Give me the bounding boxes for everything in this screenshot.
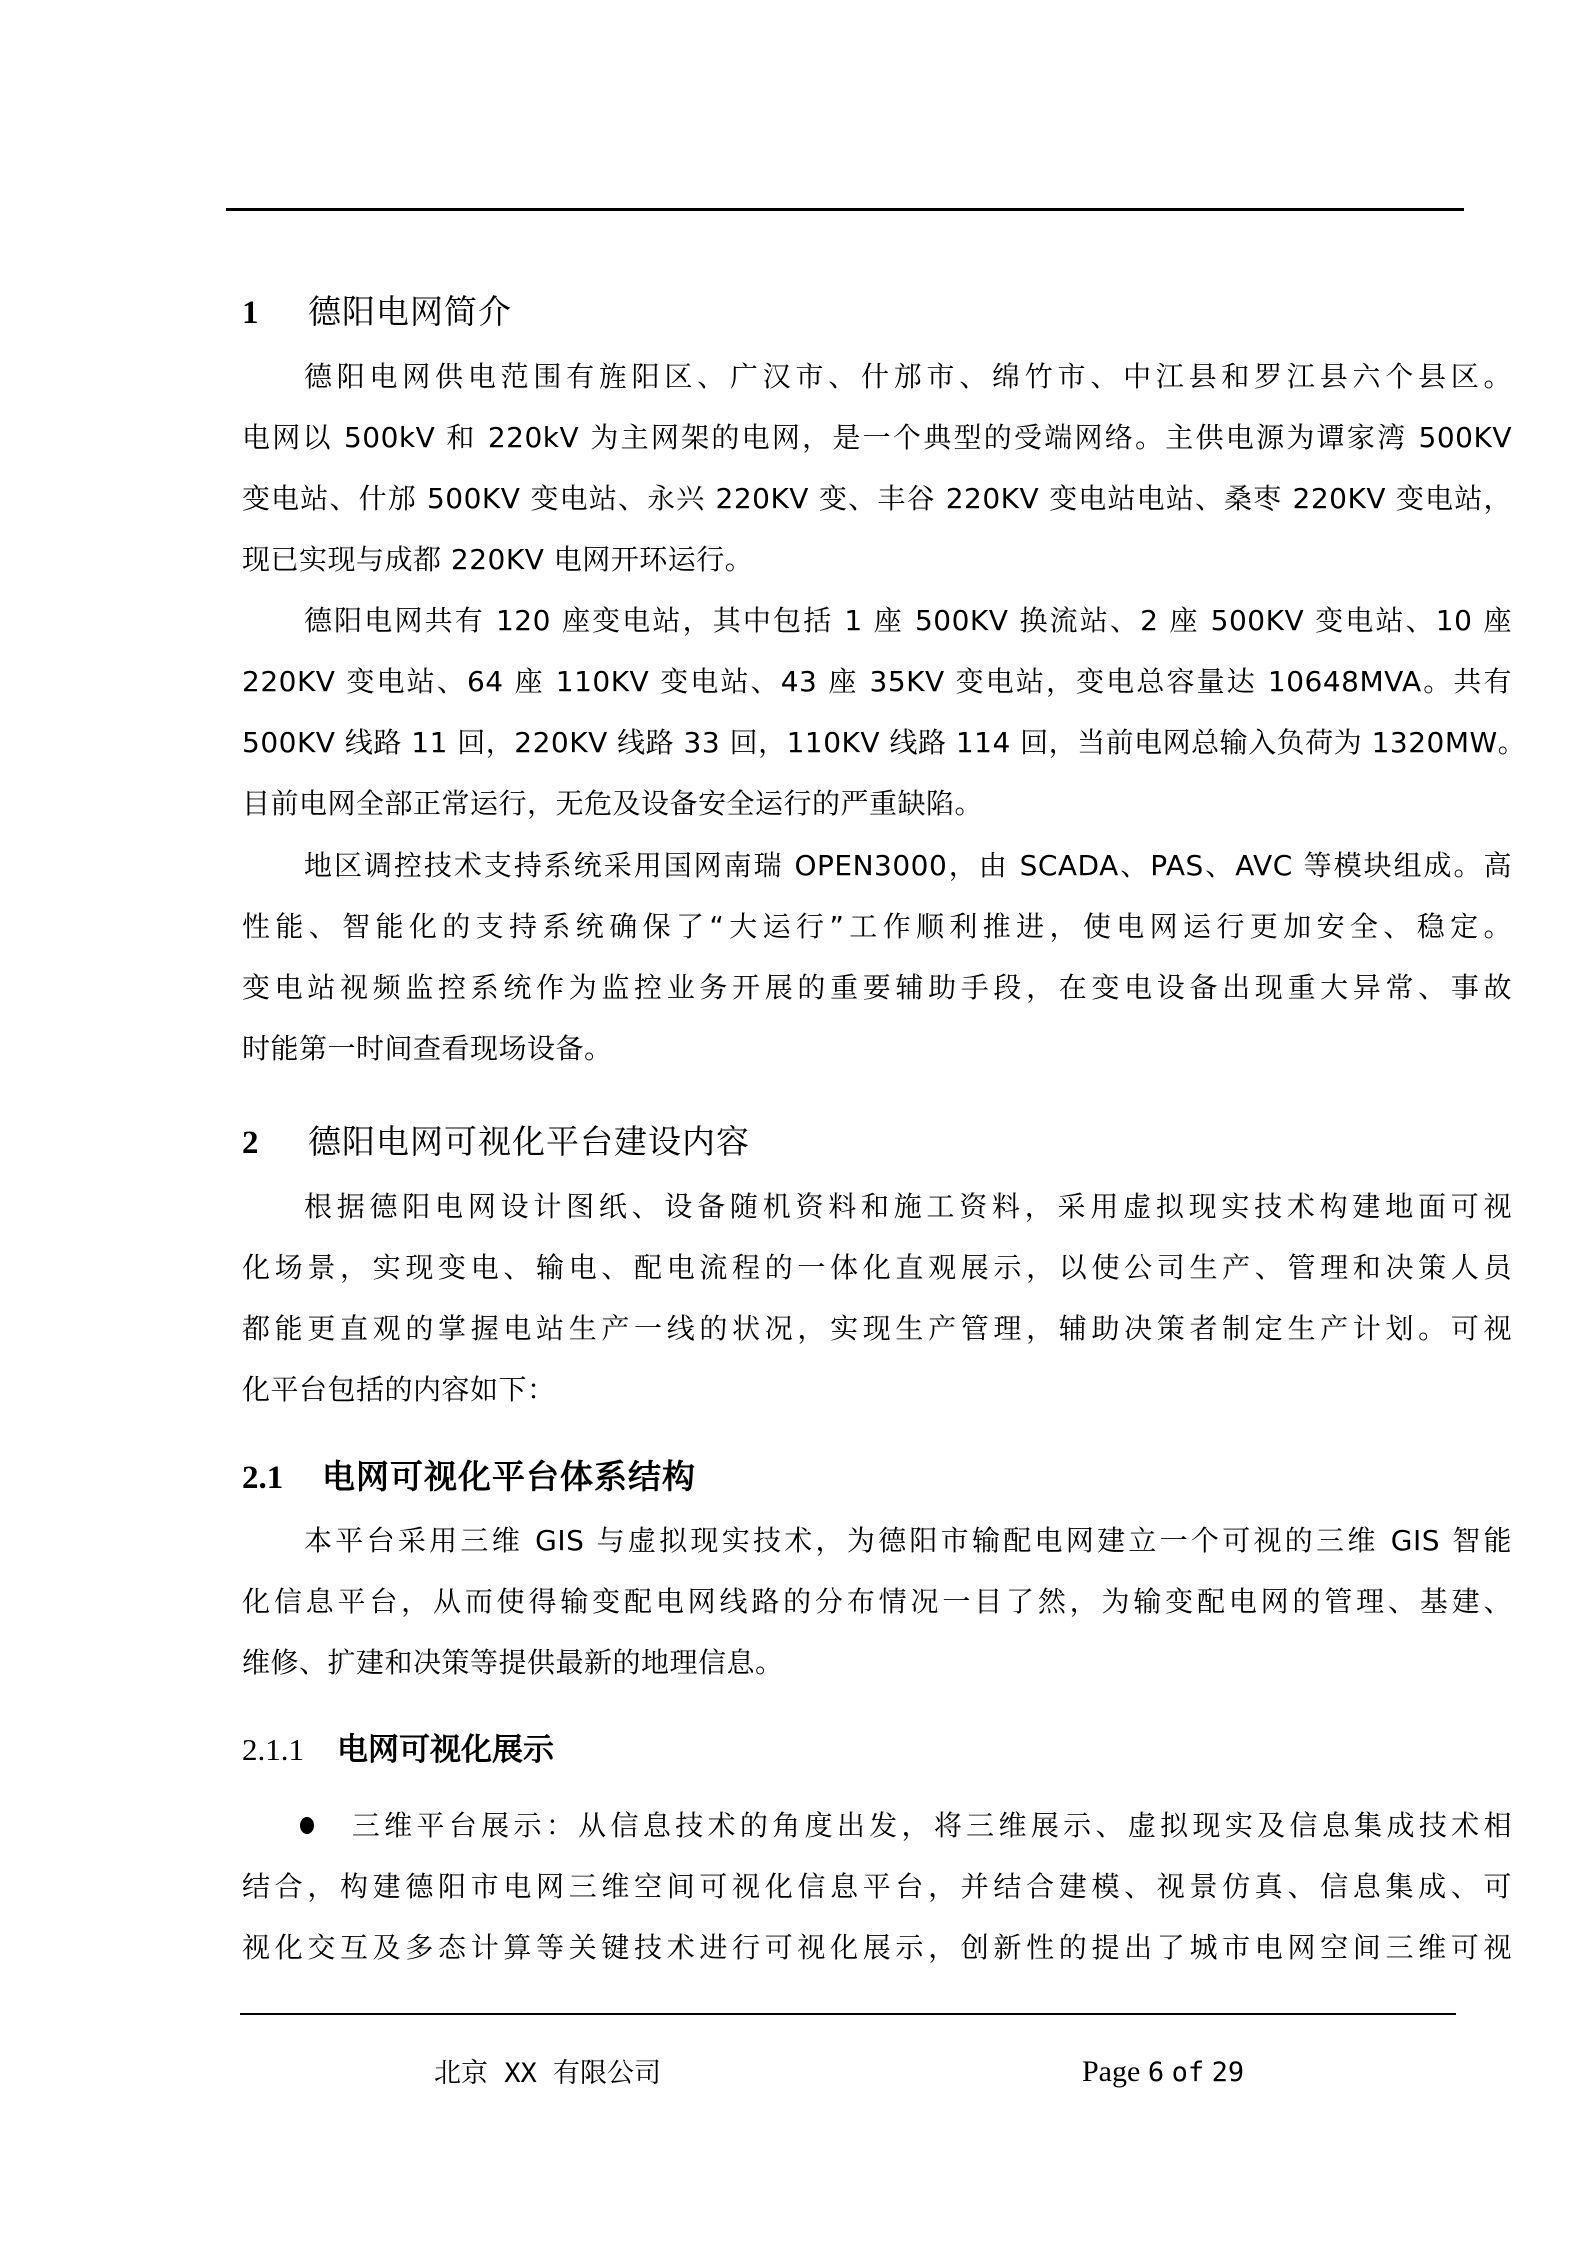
text-line: 结合，构建德阳市电网三维空间可视化信息平台，并结合建模、视景仿真、信息集成、可 — [242, 1870, 1512, 1903]
paragraph-s1-p1 — [242, 346, 1512, 590]
text-line: 都能更直观的掌握电站生产一线的状况，实现生产管理，辅助决策者制定生产计划。可视 — [242, 1312, 1512, 1345]
page-of-label: of — [1171, 2057, 1205, 2088]
text-line: 地区调控技术支持系统采用国网南瑞 OPEN3000，由 SCADA、PAS、AVC 等模块组成。高 — [304, 849, 1512, 882]
heading-section-2 — [242, 1122, 750, 1163]
text-line: 500KV 线路 11 回，220KV 线路 33 回，110KV 线路 114 回，当前电网总输入负荷为 1320MW。 — [242, 726, 1527, 759]
footer-page-number — [1082, 2054, 1244, 2091]
text-line: 时能第一时间查看现场设备。 — [242, 1032, 613, 1065]
paragraph-s1-p2 — [242, 590, 1527, 834]
text-line: 维修、扩建和决策等提供最新的地理信息。 — [242, 1646, 784, 1679]
heading-section-2-1 — [242, 1457, 696, 1498]
heading-number: 1 — [242, 295, 259, 331]
paragraph-s2-1-p1 — [242, 1510, 1512, 1693]
text-line: 目前电网全部正常运行，无危及设备安全运行的严重缺陷。 — [242, 787, 984, 820]
heading-section-2-1-1 — [242, 1730, 554, 1770]
heading-number: 2.1.1 — [242, 1732, 304, 1767]
bullet-dot-icon — [300, 1817, 314, 1834]
heading-title: 德阳电网可视化平台建设内容 — [308, 1122, 750, 1161]
page-total: 29 — [1211, 2057, 1245, 2088]
bullet-text: 三维平台展示：从信息技术的角度出发，将三维展示、虚拟现实及信息集成技术相 — [348, 1809, 1512, 1842]
text-line: 化信息平台，从而使得输变配电网线路的分布情况一目了然，为输变配电网的管理、基建、 — [242, 1585, 1512, 1618]
heading-title: 电网可视化展示 — [337, 1732, 554, 1768]
heading-title: 德阳电网简介 — [308, 292, 512, 331]
text-line: 电网以 500kV 和 220kV 为主网架的电网，是一个典型的受端网络。主供电源为谭家湾 500KV — [242, 421, 1512, 454]
paragraph-s1-p3 — [242, 835, 1512, 1079]
footer-company: 北京 XX 有限公司 — [434, 2058, 662, 2089]
text-line: 变电站视频监控系统作为监控业务开展的重要辅助手段，在变电设备出现重大异常、事故 — [242, 971, 1512, 1004]
heading-title: 电网可视化平台体系结构 — [322, 1457, 696, 1496]
paragraph-s2-p1 — [242, 1176, 1512, 1420]
text-line: 视化交互及多态计算等关键技术进行可视化展示，创新性的提出了城市电网空间三维可视 — [242, 1931, 1512, 1964]
text-line: 变电站、什邡 500KV 变电站、永兴 220KV 变、丰谷 220KV 变电站电站、桑枣 220KV 变电站， — [242, 482, 1512, 515]
text-line — [242, 1795, 1512, 1856]
text-line: 化场景，实现变电、输电、配电流程的一体化直观展示，以使公司生产、管理和决策人员 — [242, 1251, 1512, 1284]
page-current: 6 — [1147, 2057, 1165, 2088]
header-rule — [226, 208, 1464, 211]
text-line: 220KV 变电站、64 座 110KV 变电站、43 座 35KV 变电站，变电总容量达 10648MVA。共有 — [242, 665, 1512, 698]
footer-rule — [240, 2013, 1456, 2015]
page-label: Page — [1082, 2055, 1141, 2088]
text-line: 根据德阳电网设计图纸、设备随机资料和施工资料，采用虚拟现实技术构建地面可视 — [304, 1190, 1512, 1223]
text-line: 性能、智能化的支持系统确保了“大运行”工作顺利推进，使电网运行更加安全、稳定。 — [242, 910, 1512, 943]
text-line: 德阳电网共有 120 座变电站，其中包括 1 座 500KV 换流站、2 座 500KV 变电站、10 座 — [304, 604, 1512, 637]
heading-section-1 — [242, 292, 512, 333]
text-line: 德阳电网供电范围有旌阳区、广汉市、什邡市、绵竹市、中江县和罗江县六个县区。 — [304, 360, 1512, 393]
bullet-item — [242, 1795, 1512, 1978]
text-line: 现已实现与成都 220KV 电网开环运行。 — [242, 543, 754, 576]
text-line: 化平台包括的内容如下： — [242, 1373, 556, 1406]
text-line: 本平台采用三维 GIS 与虚拟现实技术，为德阳市输配电网建立一个可视的三维 GIS 智能 — [304, 1524, 1512, 1557]
heading-number: 2.1 — [242, 1460, 284, 1496]
heading-number: 2 — [242, 1125, 259, 1161]
